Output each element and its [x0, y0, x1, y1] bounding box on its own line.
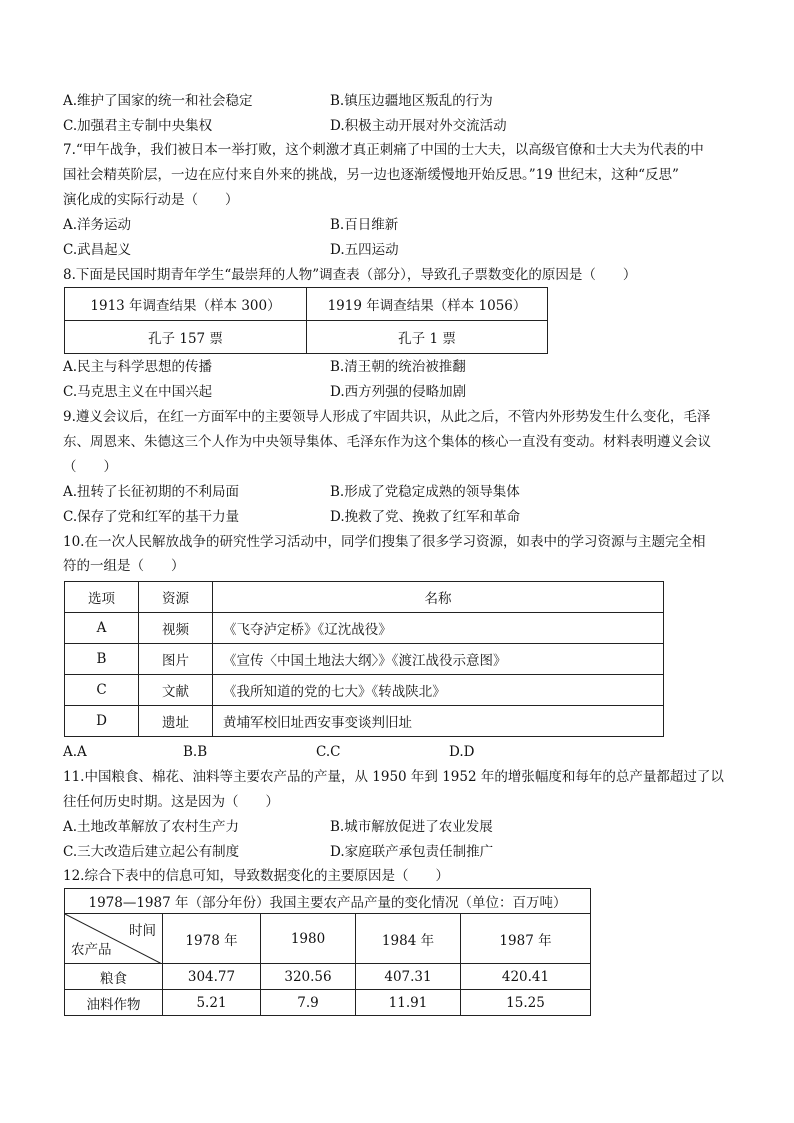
q12-row-oil-1984: 11.91 — [356, 990, 461, 1016]
q7-option-d: D.五四运动 — [330, 242, 399, 258]
q10-stem-line-2: 符的一组是（ ） — [63, 558, 185, 574]
q12-row-oil-1980: 7.9 — [261, 990, 356, 1016]
q6-option-b: B.镇压边疆地区叛乱的行为 — [330, 93, 493, 109]
q10-option-a: A.A — [63, 744, 87, 760]
q12-stem: 12.综合下表中的信息可知，导致数据变化的主要原因是（ ） — [63, 868, 449, 884]
q12-year-1987: 1987 年 — [461, 914, 591, 964]
q10-stem-line-1: 10.在一次人民解放战争的研究性学习活动中，同学们搜集了很多学习资源，如表中的学习资源与主题完全相 — [63, 534, 706, 550]
q10-row-a-option: A — [65, 613, 139, 644]
q10-header-option: 选项 — [65, 582, 139, 613]
q12-year-1980: 1980 — [261, 914, 356, 964]
q10-row-d-resource: 遗址 — [139, 706, 213, 737]
q7-option-c: C.武昌起义 — [63, 242, 132, 258]
q10-header-resource: 资源 — [139, 582, 213, 613]
q10-row-c-name: 《我所知道的党的七大》《转战陕北》 — [213, 675, 664, 706]
q10-option-d: D.D — [449, 744, 475, 760]
q9-option-d: D.挽救了党、挽救了红军和革命 — [330, 509, 521, 525]
q12-row-oil-name: 油料作物 — [65, 990, 163, 1016]
q9-stem-line-2: 东、周恩来、朱德这三个人作为中央领导集体、毛泽东作为这个集体的核心一直没有变动。材料表明遵义会议 — [63, 434, 711, 450]
q11-option-d: D.家庭联产承包责任制推广 — [330, 844, 494, 860]
q7-option-b: B.百日维新 — [330, 217, 399, 233]
q8-survey-table — [64, 287, 548, 354]
q9-option-a: A.扭转了长征初期的不利局面 — [63, 484, 240, 500]
q12-corner-header — [65, 914, 163, 964]
q7-stem-line-1: 7.“甲午战争，我们被日本一举打败，这个刺激才真正刺痛了中国的士大夫，以高级官僚和士大夫为代表的中 — [63, 142, 704, 158]
q12-corner-time: 时间 — [129, 923, 156, 939]
q6-option-a: A.维护了国家的统一和社会稳定 — [63, 93, 253, 109]
q7-stem-line-3: 演化成的实际行动是（ ） — [63, 192, 239, 208]
q8-header-1919: 1919 年调查结果（样本 1056） — [307, 288, 548, 321]
q10-row-d-option: D — [65, 706, 139, 737]
q10-row-c-option: C — [65, 675, 139, 706]
q6-option-c: C.加强君主专制中央集权 — [63, 118, 213, 134]
q8-cell-1919: 孔子 1 票 — [307, 321, 548, 354]
q7-option-a: A.洋务运动 — [63, 217, 132, 233]
q10-row-c-resource: 文献 — [139, 675, 213, 706]
q9-stem-line-3: （ ） — [63, 459, 117, 475]
q11-option-b: B.城市解放促进了农业发展 — [330, 819, 493, 835]
q10-row-b-option: B — [65, 644, 139, 675]
q10-resource-table — [64, 581, 664, 737]
q12-table-caption: 1978—1987 年（部分年份）我国主要农产品产量的变化情况（单位：百万吨） — [65, 889, 591, 914]
q8-option-d: D.西方列强的侵略加剧 — [330, 384, 467, 400]
q12-row-grain-name: 粮食 — [65, 964, 163, 990]
q11-stem-line-1: 11.中国粮食、棉花、油料等主要农产品的产量，从 1950 年到 1952 年的增张幅度和每年的总产量都超过了以 — [63, 769, 724, 785]
q11-option-c: C.三大改造后建立起公有制度 — [63, 844, 240, 860]
q12-corner-product: 农产品 — [71, 942, 112, 958]
q12-row-grain-1978: 304.77 — [163, 964, 261, 990]
q10-row-a-resource: 视频 — [139, 613, 213, 644]
q10-option-c: C.C — [316, 744, 341, 760]
q12-row-grain-1984: 407.31 — [356, 964, 461, 990]
q7-stem-line-2: 国社会精英阶层，一边在应付来自外来的挑战，另一边也逐渐缓慢地开始反思。”19 世纪末，这种“反思” — [63, 167, 679, 183]
q12-row-grain-1980: 320.56 — [261, 964, 356, 990]
q8-option-c: C.马克思主义在中国兴起 — [63, 384, 213, 400]
q9-option-c: C.保存了党和红军的基干力量 — [63, 509, 240, 525]
q12-row-oil-1987: 15.25 — [461, 990, 591, 1016]
q12-row-oil-1978: 5.21 — [163, 990, 261, 1016]
q11-option-a: A.土地改革解放了农村生产力 — [63, 819, 240, 835]
q12-production-table — [64, 888, 591, 1016]
q10-row-b-name: 《宣传〈中国土地法大纲〉》《渡江战役示意图》 — [213, 644, 664, 675]
q9-option-b: B.形成了党稳定成熟的领导集体 — [330, 484, 520, 500]
q12-row-grain-1987: 420.41 — [461, 964, 591, 990]
q8-option-a: A.民主与科学思想的传播 — [63, 359, 213, 375]
q8-header-1913: 1913 年调查结果（样本 300） — [65, 288, 307, 321]
q6-option-d: D.积极主动开展对外交流活动 — [330, 118, 507, 134]
q10-row-d-name: 黄埔军校旧址西安事变谈判旧址 — [213, 706, 664, 737]
q12-year-1978: 1978 年 — [163, 914, 261, 964]
q9-stem-line-1: 9.遵义会议后，在红一方面军中的主要领导人形成了牢固共识，从此之后，不管内外形势发生什么变化，毛泽 — [63, 409, 711, 425]
q10-option-b: B.B — [183, 744, 208, 760]
q12-year-1984: 1984 年 — [356, 914, 461, 964]
q8-stem: 8.下面是民国时期青年学生“最崇拜的人物”调查表（部分），导致孔子票数变化的原因是（ ） — [63, 267, 637, 283]
q10-header-name: 名称 — [213, 582, 664, 613]
q10-row-a-name: 《飞夺泸定桥》《辽沈战役》 — [213, 613, 664, 644]
q10-row-b-resource: 图片 — [139, 644, 213, 675]
q8-cell-1913: 孔子 157 票 — [65, 321, 307, 354]
q8-option-b: B.清王朝的统治被推翻 — [330, 359, 466, 375]
q11-stem-line-2: 往任何历史时期。这是因为（ ） — [63, 794, 279, 810]
